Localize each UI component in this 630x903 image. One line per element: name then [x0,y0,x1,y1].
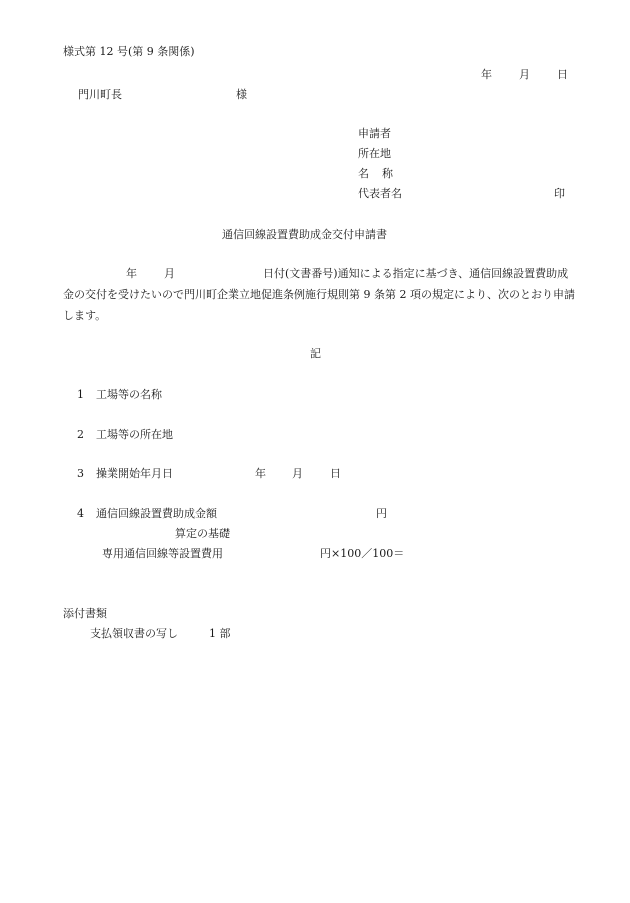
body-text: 日付(文書番号)通知による指定に基づき、通信回線設置費助成金の交付を受けたいので門川町企業立地促進条例施行規則第 9 条第 2 項の規定により、次のとおり申請します。 [63,267,575,322]
attachments-heading: 添付書類 [63,607,107,620]
item-3-day-label: 日 [330,467,341,480]
seal-mark: 印 [554,187,565,200]
applicant-address-label: 所在地 [358,147,391,160]
item-4-unit: 円 [376,507,387,520]
calculation-formula: 円×100／100＝ [320,547,405,560]
addressee-suffix: 様 [236,88,247,101]
cost-label: 専用通信回線等設置費用 [102,547,223,560]
date-day-label: 日 [557,68,568,81]
item-4-label: 通信回線設置費助成金額 [96,507,217,520]
attachment-count: 1 部 [209,627,231,640]
calculation-basis-label: 算定の基礎 [175,527,230,540]
applicant-name-label-part2: 称 [382,167,393,180]
item-3-month-label: 月 [292,467,303,480]
applicant-representative-label: 代表者名 [358,187,402,200]
item-2-label: 工場等の所在地 [96,428,173,441]
item-3-number: 3 [77,467,84,480]
item-2-number: 2 [77,428,84,441]
item-4-number: 4 [77,507,84,520]
attachment-item: 支払領収書の写し [90,627,178,640]
item-1-label: 工場等の名称 [96,388,162,401]
date-month-label: 月 [519,68,530,81]
ki-heading: 記 [310,347,321,360]
item-1-number: 1 [77,388,84,401]
item-3-label: 操業開始年月日 [96,467,173,480]
addressee-name: 門川町長 [78,88,122,101]
applicant-name-label-part1: 名 [358,167,369,180]
item-3-year-label: 年 [255,467,266,480]
form-number: 様式第 12 号(第 9 条関係) [63,45,195,58]
body-paragraph [63,263,576,326]
reference-month-label: 月 [164,267,175,280]
applicant-heading: 申請者 [358,127,391,140]
document-title: 通信回線設置費助成金交付申請書 [222,228,387,241]
reference-year-label: 年 [126,267,137,280]
date-year-label: 年 [481,68,492,81]
